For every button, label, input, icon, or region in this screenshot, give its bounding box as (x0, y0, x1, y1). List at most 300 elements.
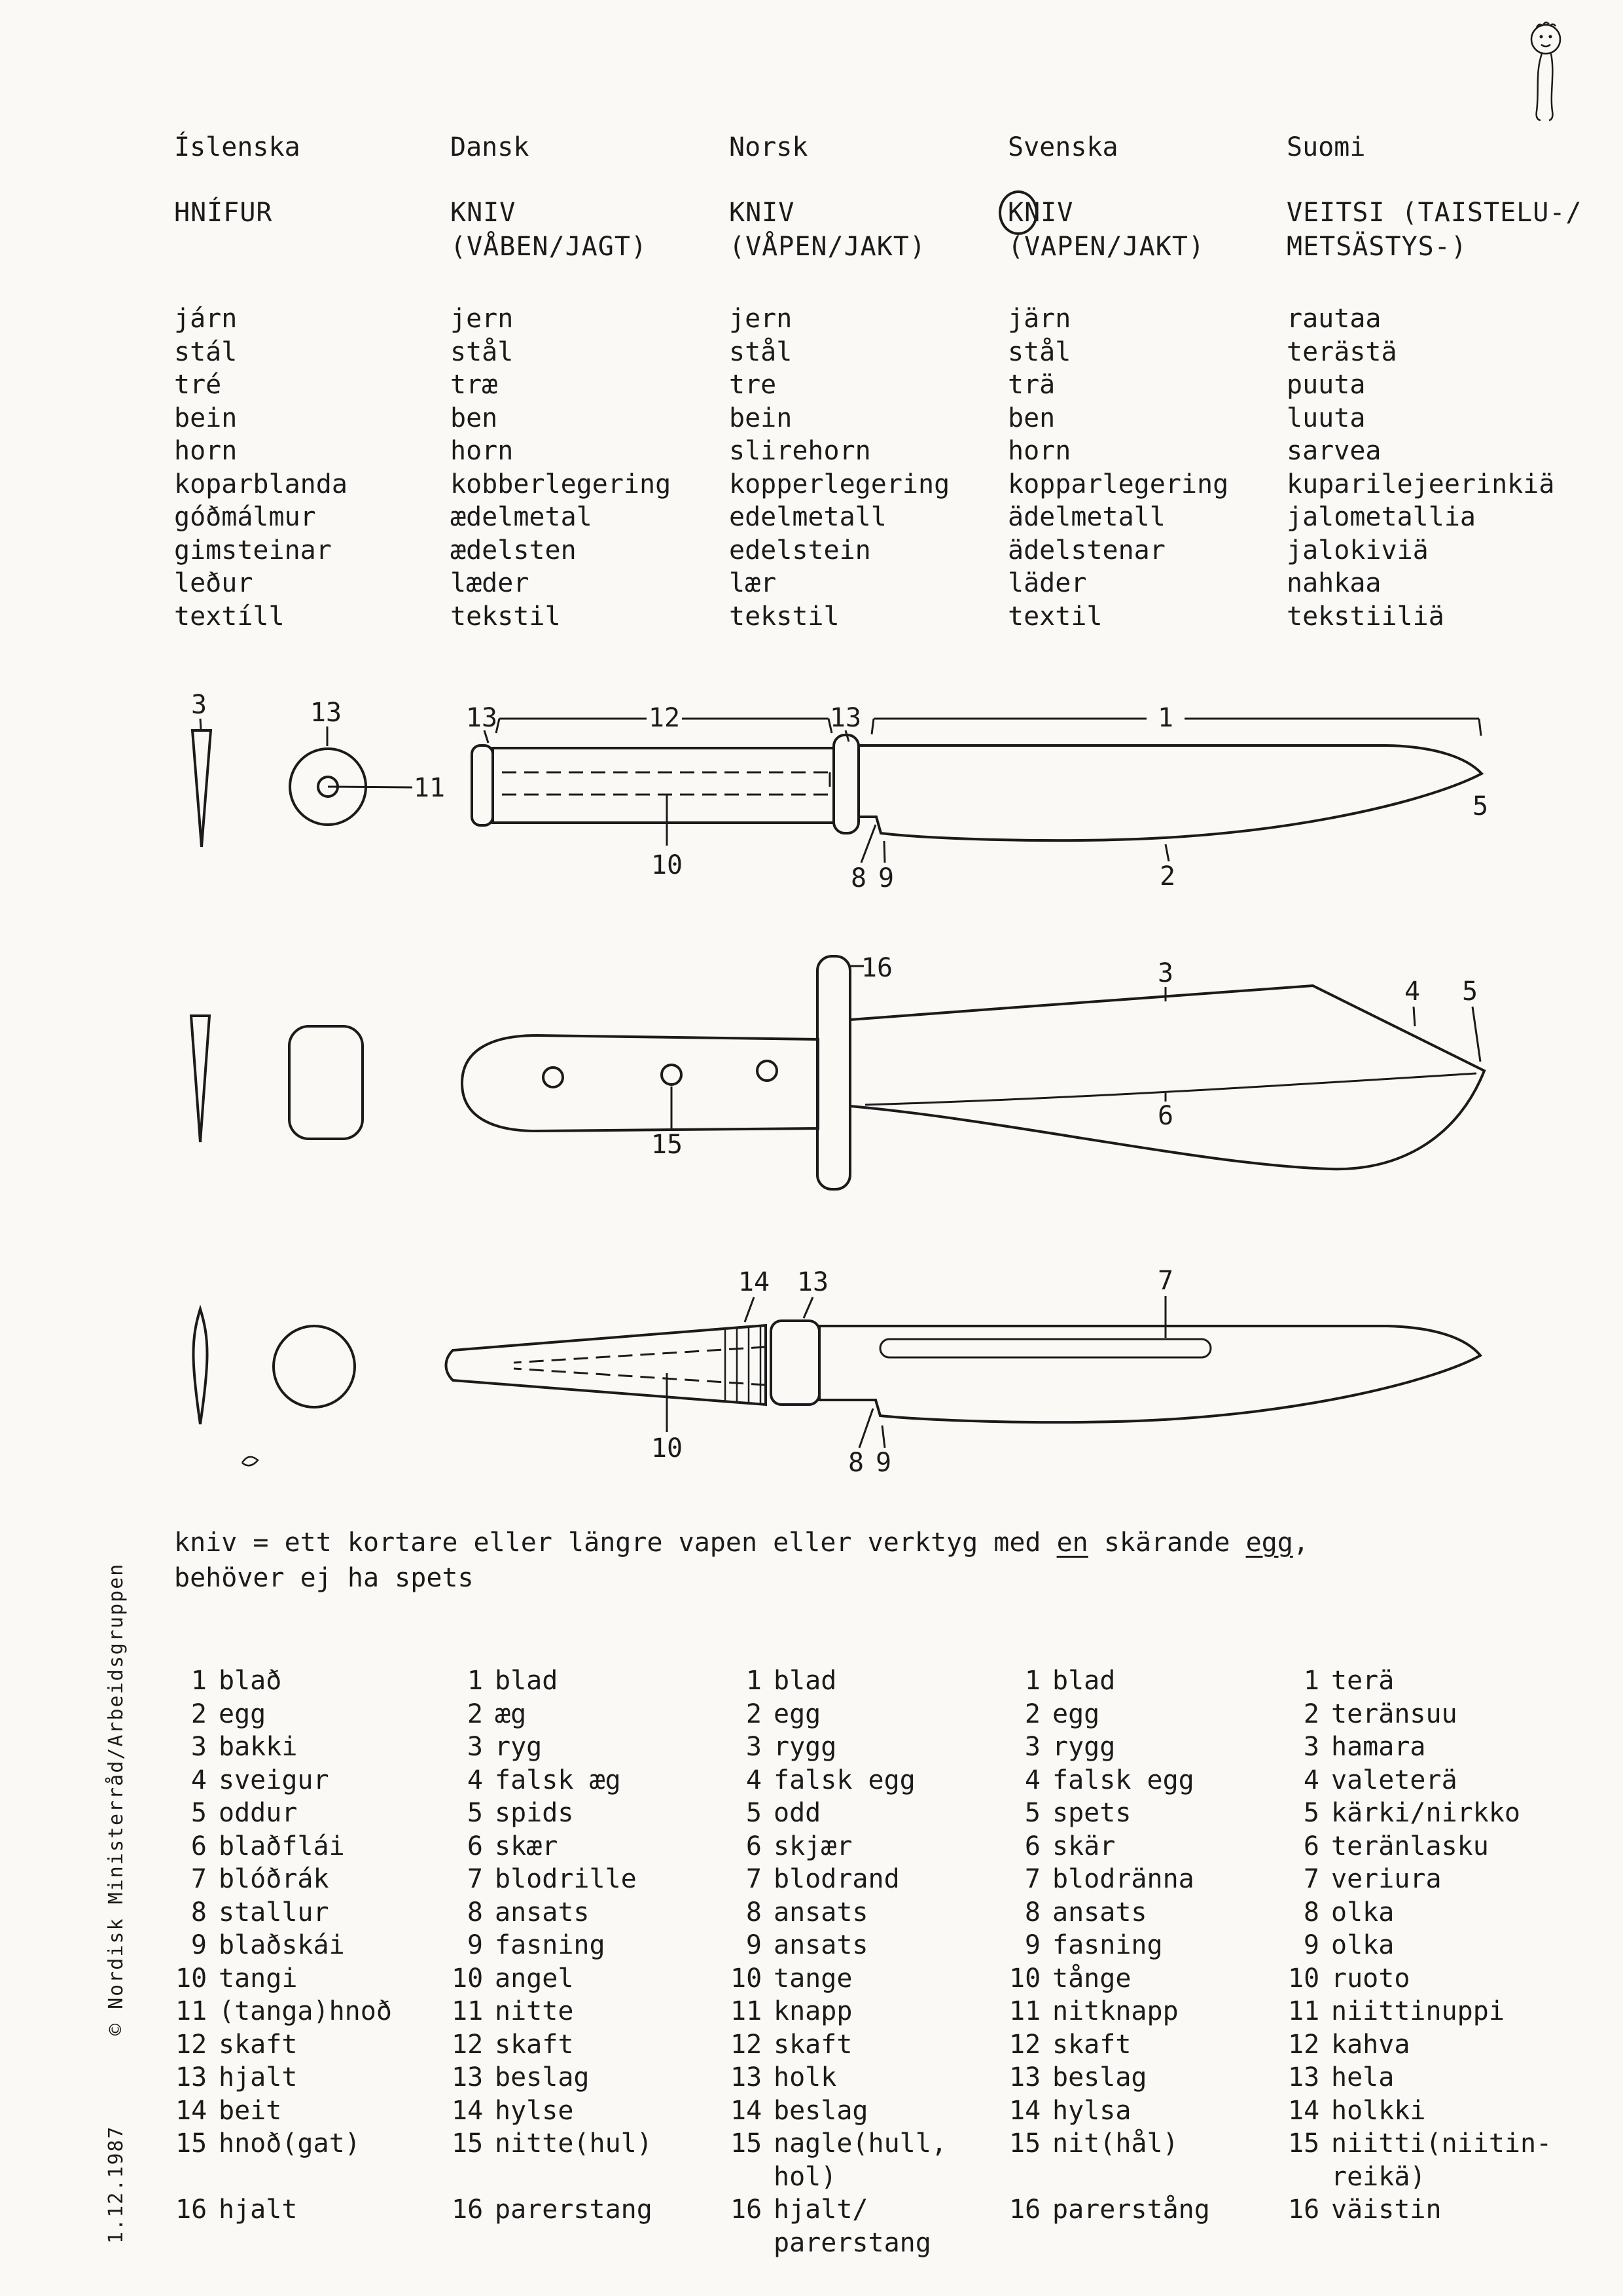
part-entry (1009, 1962, 1210, 1996)
parts-column-svenska (1009, 1664, 1210, 2227)
callout-16: 16 (861, 953, 893, 983)
handle-grip (446, 1325, 766, 1405)
part-entry (452, 1830, 652, 1863)
material-term: jalometallia (1287, 502, 1476, 532)
part-entry (452, 1896, 652, 1929)
callout-13-cap: 13 (465, 703, 498, 733)
part-term: blodrille (495, 1864, 637, 1894)
material-term: stål (1008, 336, 1071, 367)
part-entry (452, 2193, 652, 2227)
part-number: 4 (1303, 1765, 1319, 1795)
material-term: koparblanda (174, 469, 348, 499)
part-term: tånge (1052, 1963, 1132, 1994)
part-number: 1 (467, 1666, 483, 1696)
part-term: nit(hål) (1052, 2128, 1179, 2159)
sidebar-copyright: © Nordisk Ministerråd/Arbeidsgruppen (105, 1562, 128, 2036)
part-term: bakki (219, 1732, 298, 1762)
part-number: 12 (730, 2029, 762, 2060)
materials-column-dansk (450, 302, 671, 633)
material-term: luuta (1287, 403, 1366, 433)
material-term: jern (729, 304, 793, 334)
part-number: 11 (452, 1996, 484, 2026)
part-number: 9 (467, 1930, 483, 1960)
callout-8: 8 (847, 1448, 865, 1478)
part-number: 16 (175, 2195, 207, 2225)
part-number: 5 (190, 1798, 207, 1828)
material-term: kopperlegering (729, 469, 950, 499)
part-entry (175, 1664, 392, 1698)
part-number: 11 (1009, 1996, 1041, 2026)
material-term: kopparlegering (1008, 469, 1229, 499)
part-term: holk (774, 2062, 837, 2092)
part-number: 3 (1303, 1732, 1319, 1762)
callout-2: 2 (1159, 861, 1176, 891)
material-term: ädelmetall (1008, 502, 1166, 532)
definition-underlined-en: en (1056, 1528, 1088, 1558)
part-entry (730, 1797, 947, 1830)
material-term: sarvea (1287, 436, 1382, 466)
hidden-tang-line (514, 1347, 766, 1363)
figure-knife-fuller-view (157, 1263, 1505, 1512)
material-term: edelmetall (729, 502, 887, 532)
part-term: blad (495, 1666, 558, 1696)
material-term: ædelmetal (450, 502, 592, 532)
part-term: tange (774, 1963, 853, 1994)
part-entry (1009, 1797, 1210, 1830)
part-number: 11 (1288, 1996, 1320, 2026)
part-term: egg (219, 1698, 266, 1729)
edge-bevel-line (865, 1073, 1476, 1105)
callout-12: 12 (648, 703, 681, 733)
material-term: tekstiiliä (1287, 601, 1444, 632)
part-number: 1 (745, 1666, 762, 1696)
part-term: oddur (219, 1798, 298, 1828)
part-entry (452, 1995, 652, 2028)
part-number: 13 (1288, 2062, 1320, 2092)
doodle-body-left (1537, 54, 1542, 120)
part-term: sveigur (219, 1765, 329, 1795)
material-term: tekstil (729, 601, 840, 632)
language-header-islenska: Íslenska (174, 132, 300, 162)
part-number: 4 (1024, 1765, 1041, 1795)
part-term: kahva (1331, 2029, 1410, 2060)
part-number: 5 (467, 1798, 483, 1828)
part-term: parerstang (495, 2195, 652, 2225)
part-term: skjær (774, 1831, 853, 1861)
part-entry (175, 1863, 392, 1896)
part-term: nitte (495, 1996, 574, 2026)
title-dansk: KNIV (450, 198, 516, 228)
callout-5: 5 (1472, 791, 1489, 821)
part-term: terä (1331, 1666, 1395, 1696)
part-number: 3 (1024, 1732, 1041, 1762)
material-term: terästä (1287, 336, 1397, 367)
part-term: ruoto (1331, 1963, 1410, 1994)
doodle-figure (1505, 20, 1590, 131)
part-term: ryg (495, 1732, 543, 1762)
callout-3: 3 (190, 690, 207, 720)
part-number: 6 (190, 1831, 207, 1861)
dimension-tick (1479, 719, 1481, 736)
part-entry (452, 1731, 652, 1764)
part-term: olka (1331, 1897, 1395, 1928)
part-term: nagle(hull, (774, 2128, 947, 2159)
part-number: 10 (730, 1963, 762, 1994)
material-term: stål (450, 336, 514, 367)
part-number: 5 (745, 1798, 762, 1828)
part-entry (730, 2094, 947, 2128)
callout-10: 10 (651, 850, 683, 880)
part-term: nitknapp (1052, 1996, 1179, 2026)
material-term: stál (174, 336, 238, 367)
part-entry (175, 2094, 392, 2128)
leader-line (200, 719, 201, 729)
part-entry (1009, 1863, 1210, 1896)
part-entry (175, 1764, 392, 1797)
part-number: 6 (467, 1831, 483, 1861)
language-header-norsk: Norsk (729, 132, 808, 162)
part-term: skaft (774, 2029, 853, 2060)
leader-line (804, 1297, 813, 1318)
rivet (757, 1061, 777, 1081)
part-entry (730, 2028, 947, 2062)
part-entry (452, 2094, 652, 2128)
part-term: skaft (219, 2029, 298, 2060)
part-term-line2 (495, 2161, 652, 2194)
part-number: 15 (730, 2128, 762, 2159)
part-number: 15 (1288, 2128, 1320, 2159)
part-entry (1009, 1896, 1210, 1929)
part-term: hjalt (219, 2195, 298, 2225)
part-number: 15 (175, 2128, 207, 2159)
part-entry (175, 1731, 392, 1764)
material-term: edelstein (729, 535, 871, 565)
language-header-svenska: Svenska (1008, 132, 1118, 162)
part-entry (175, 1698, 392, 1731)
material-term: ædelsten (450, 535, 577, 565)
material-term: jalokiviä (1287, 535, 1429, 565)
material-term: kuparilejeerinkiä (1287, 469, 1555, 499)
part-entry (730, 1896, 947, 1929)
part-term: hylsa (1052, 2095, 1132, 2126)
title-svenska-sub: (VAPEN/JAKT) (1008, 232, 1205, 262)
part-term: rygg (774, 1732, 837, 1762)
part-term: holkki (1331, 2095, 1426, 2126)
part-entry (1288, 1731, 1552, 1764)
part-number: 7 (1024, 1864, 1041, 1894)
part-number: 7 (1303, 1864, 1319, 1894)
part-entry (730, 1863, 947, 1896)
title-suomi: VEITSI (TAISTELU-/ (1287, 198, 1582, 228)
part-entry (730, 1929, 947, 1962)
part-term: ansats (1052, 1897, 1147, 1928)
part-number: 5 (1303, 1798, 1319, 1828)
part-entry (1288, 1896, 1552, 1929)
part-entry (1288, 1962, 1552, 1996)
doodle-eye (1549, 35, 1552, 39)
material-term: ben (1008, 403, 1056, 433)
material-term: lær (729, 568, 777, 598)
title-suomi-sub: METSÄSTYS-) (1287, 232, 1467, 262)
leader-line (1472, 1007, 1480, 1062)
part-number: 11 (730, 1996, 762, 2026)
material-term: textil (1008, 601, 1103, 632)
sidebar-date: 1.12.1987 (105, 2125, 128, 2244)
part-number: 3 (190, 1732, 207, 1762)
leader-line (1414, 1007, 1415, 1026)
part-term-line2 (1052, 2161, 1210, 2194)
part-number: 14 (1288, 2095, 1320, 2126)
callout-7: 7 (1157, 1266, 1174, 1296)
callout-5: 5 (1461, 977, 1478, 1007)
part-term-line2 (219, 2161, 392, 2194)
part-entry (452, 2061, 652, 2094)
part-term: egg (1052, 1698, 1100, 1729)
handle-grip (462, 1035, 818, 1131)
part-entry (175, 1830, 392, 1863)
part-number: 13 (175, 2062, 207, 2092)
part-term: ansats (774, 1897, 868, 1928)
part-entry (175, 1962, 392, 1996)
part-number: 1 (1303, 1666, 1319, 1696)
part-number: 8 (467, 1897, 483, 1928)
part-term: teränsuu (1331, 1698, 1457, 1729)
part-term: fasning (495, 1930, 605, 1960)
materials-column-suomi (1287, 302, 1554, 633)
part-term: blad (1052, 1666, 1116, 1696)
definition-line1 (174, 1526, 1309, 1560)
part-number: 7 (467, 1864, 483, 1894)
part-number: 15 (1009, 2128, 1041, 2159)
part-entry (1009, 2193, 1210, 2227)
title-islenska: HNÍFUR (174, 198, 273, 228)
part-entry (1009, 1929, 1210, 1962)
material-term: stål (729, 336, 793, 367)
part-entry (452, 1929, 652, 1962)
material-term: læder (450, 568, 529, 598)
figure-knife-side-view (157, 681, 1505, 923)
title-norsk: KNIV (729, 198, 795, 228)
part-number: 12 (175, 2029, 207, 2060)
doodle-eye (1540, 35, 1543, 39)
doodle-head (1531, 25, 1560, 54)
material-term: horn (1008, 436, 1071, 466)
part-number: 3 (467, 1732, 483, 1762)
part-term: skaft (495, 2029, 574, 2060)
part-entry (1288, 1797, 1552, 1830)
part-entry (1009, 1664, 1210, 1698)
materials-column-svenska (1008, 302, 1228, 633)
part-term: beslag (495, 2062, 590, 2092)
part-term: hamara (1331, 1732, 1426, 1762)
part-number: 4 (467, 1765, 483, 1795)
rivet (543, 1067, 563, 1087)
part-term: ansats (495, 1897, 590, 1928)
part-entry (175, 2127, 392, 2193)
material-term: járn (174, 304, 238, 334)
callout-14: 14 (738, 1267, 770, 1297)
callout-3: 3 (1157, 958, 1174, 988)
part-entry (1288, 1929, 1552, 1962)
part-number: 13 (730, 2062, 762, 2092)
part-entry (452, 2028, 652, 2062)
parts-column-suomi (1288, 1664, 1552, 2227)
part-entry (1009, 2127, 1210, 2193)
part-term-line2: reikä) (1331, 2161, 1426, 2192)
dimension-tick (872, 719, 874, 734)
hidden-tang-line (514, 1369, 766, 1385)
part-term: skær (495, 1831, 558, 1861)
leader-line (1166, 844, 1169, 861)
blade-cross-section (192, 730, 211, 847)
blade-outline (859, 745, 1482, 840)
part-entry (175, 1797, 392, 1830)
title-svenska-rest: NIV (1024, 198, 1074, 228)
part-entry (1009, 1830, 1210, 1863)
material-term: leður (174, 568, 253, 598)
part-number: 9 (745, 1930, 762, 1960)
material-term: läder (1008, 568, 1087, 598)
part-term: stallur (219, 1897, 329, 1928)
part-term: ansats (774, 1930, 868, 1960)
callout-13-guard: 13 (829, 703, 862, 733)
part-term: falsk æg (495, 1765, 621, 1795)
part-number: 15 (452, 2128, 484, 2159)
part-entry (730, 1664, 947, 1698)
material-term: horn (450, 436, 514, 466)
part-term: hela (1331, 2062, 1395, 2092)
language-header-dansk: Dansk (450, 132, 529, 162)
part-term: spids (495, 1798, 574, 1828)
material-term: trä (1008, 370, 1056, 400)
leader-line (882, 1426, 885, 1448)
part-term: spets (1052, 1798, 1132, 1828)
part-entry (730, 1698, 947, 1731)
handle-end-view (274, 1326, 355, 1407)
part-number: 8 (745, 1897, 762, 1928)
leader-line (861, 825, 876, 863)
part-number: 2 (1024, 1698, 1041, 1729)
part-entry (1009, 1764, 1210, 1797)
fuller-groove (880, 1339, 1211, 1357)
part-entry (1288, 1698, 1552, 1731)
part-entry (452, 1664, 652, 1698)
material-term: tré (174, 370, 222, 400)
part-entry (452, 1698, 652, 1731)
title-svenska (1008, 196, 1073, 230)
definition-text: skärande (1088, 1528, 1246, 1558)
leader-line (859, 1408, 873, 1448)
callout-6: 6 (1157, 1101, 1174, 1131)
material-term: slirehorn (729, 436, 871, 466)
part-entry (175, 2061, 392, 2094)
part-number: 7 (745, 1864, 762, 1894)
part-number: 12 (452, 2029, 484, 2060)
part-entry (1009, 1995, 1210, 2028)
part-term: hjalt (219, 2062, 298, 2092)
part-term: teränlasku (1331, 1831, 1489, 1861)
part-entry (452, 1797, 652, 1830)
part-number: 16 (1009, 2195, 1041, 2225)
part-term: odd (774, 1798, 821, 1828)
part-entry (1288, 2193, 1552, 2227)
part-term: blóðrák (219, 1864, 329, 1894)
part-number: 9 (1303, 1930, 1319, 1960)
leader-line (884, 841, 885, 863)
part-number: 3 (745, 1732, 762, 1762)
part-term: hjalt/ (774, 2195, 868, 2225)
part-number: 1 (1024, 1666, 1041, 1696)
callout-13-pommel: 13 (310, 698, 342, 728)
part-entry (1009, 2028, 1210, 2062)
part-number: 10 (452, 1963, 484, 1994)
part-number: 14 (1009, 2095, 1041, 2126)
part-number: 10 (1288, 1963, 1320, 1994)
part-number: 16 (1288, 2195, 1320, 2225)
tang-profile (194, 1309, 207, 1424)
part-entry (730, 1830, 947, 1863)
part-entry (175, 1995, 392, 2028)
part-entry (452, 1863, 652, 1896)
part-number: 1 (190, 1666, 207, 1696)
title-norsk-sub: (VÅPEN/JAKT) (729, 232, 926, 262)
callout-13: 13 (796, 1267, 829, 1297)
materials-column-norsk (729, 302, 950, 633)
part-number: 6 (1303, 1831, 1319, 1861)
part-term: olka (1331, 1930, 1395, 1960)
part-term: kärki/nirkko (1331, 1798, 1520, 1828)
part-term: blad (774, 1666, 837, 1696)
part-entry (175, 2028, 392, 2062)
part-entry (1288, 1995, 1552, 2028)
material-term: jern (450, 304, 514, 334)
part-number: 10 (175, 1963, 207, 1994)
part-term: falsk egg (774, 1765, 916, 1795)
part-number: 16 (452, 2195, 484, 2225)
material-term: ädelstenar (1008, 535, 1166, 565)
part-entry (730, 1764, 947, 1797)
part-term: beslag (1052, 2062, 1147, 2092)
material-term: ben (450, 403, 498, 433)
part-term: nitte(hul) (495, 2128, 652, 2159)
part-number: 14 (452, 2095, 484, 2126)
part-number: 9 (190, 1930, 207, 1960)
part-term: parerstång (1052, 2195, 1210, 2225)
material-term: nahkaa (1287, 568, 1382, 598)
part-term: tangi (219, 1963, 298, 1994)
part-term: veriura (1331, 1864, 1442, 1894)
handle-end-cap (472, 745, 493, 825)
part-term: hnoð(gat) (219, 2128, 361, 2159)
part-term: blodrand (774, 1864, 900, 1894)
material-term: rautaa (1287, 304, 1382, 334)
material-term: træ (450, 370, 498, 400)
part-term: egg (774, 1698, 821, 1729)
part-number: 8 (1303, 1897, 1319, 1928)
callout-1: 1 (1157, 703, 1174, 733)
part-term: blaðskái (219, 1930, 345, 1960)
part-entry (175, 1896, 392, 1929)
part-number: 13 (452, 2062, 484, 2092)
part-entry (730, 2127, 947, 2193)
callout-9: 9 (878, 863, 895, 893)
part-entry (1288, 1830, 1552, 1863)
part-term: skär (1052, 1831, 1116, 1861)
definition-text: kniv = ett kortare eller längre vapen eller verktyg med (174, 1528, 1057, 1558)
guard-bolster (834, 735, 859, 833)
handle-grip (493, 748, 834, 823)
material-term: horn (174, 436, 238, 466)
